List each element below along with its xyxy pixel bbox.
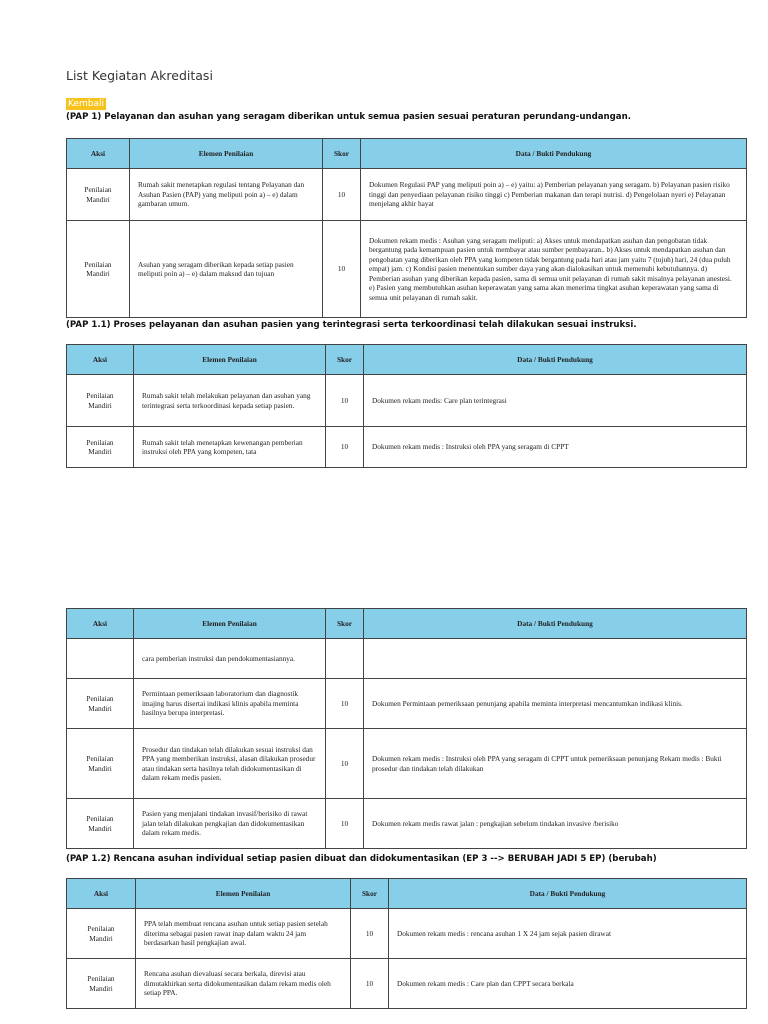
cell-bukti: Dokumen rekam medis rawat jalan : pengkajian sebelum tindakan invasive /berisiko xyxy=(364,799,747,849)
header-elemen: Elemen Penilaian xyxy=(134,609,326,639)
cell-skor: 10 xyxy=(326,679,364,729)
header-elemen: Elemen Penilaian xyxy=(130,139,323,169)
section-heading-pap-1-2: (PAP 1.2) Rencana asuhan individual setiap pasien dibuat dan didokumentasikan (EP 3 --> BERUBAH JADI 5 EP) (berubah) xyxy=(66,854,657,864)
table-row xyxy=(67,679,747,729)
cell-bukti: Dokumen rekam medis : Instruksi oleh PPA yang seragam di CPPT untuk pemeriksaan penunjang Rekam medis : Bukti prosedur dan tindakan telah dilakukan xyxy=(364,729,747,799)
cell-skor: 10 xyxy=(351,959,389,1009)
cell-skor: 10 xyxy=(351,909,389,959)
cell-elemen: PPA telah membuat rencana asuhan untuk setiap pasien setelah diterima sebagai pasien rawat inap dalam waktu 24 jam berdasarkan hasil pengkajian awal. xyxy=(136,909,351,959)
section-heading-pap-1-1: (PAP 1.1) Proses pelayanan dan asuhan pasien yang terintegrasi serta terkoordinasi telah dilakukan sesuai instruksi. xyxy=(66,320,637,330)
table-row xyxy=(67,909,747,959)
header-skor: Skor xyxy=(326,345,364,375)
header-bukti: Data / Bukti Pendukung xyxy=(364,609,747,639)
cell-skor: 10 xyxy=(326,375,364,427)
table-header-row xyxy=(67,609,747,639)
cell-elemen: cara pemberian instruksi dan pendokumentasiannya. xyxy=(134,639,326,679)
table-row xyxy=(67,639,747,679)
cell-bukti: Dokumen Permintaan pemeriksaan penunjang apabila meminta interpretasi mencantumkan indikasi klinis. xyxy=(364,679,747,729)
header-aksi: Aksi xyxy=(67,139,130,169)
cell-aksi: Penilaian Mandiri xyxy=(67,169,130,221)
page-title: List Kegiatan Akreditasi xyxy=(66,68,213,83)
header-bukti: Data / Bukti Pendukung xyxy=(361,139,747,169)
table-pap-1 xyxy=(66,138,747,318)
cell-elemen: Rumah sakit telah menetapkan kewenangan pemberian instruksi oleh PPA yang kompeten, tata xyxy=(134,427,326,468)
cell-aksi: Penilaian Mandiri xyxy=(67,679,134,729)
cell-elemen: Rumah sakit telah melakukan pelayanan dan asuhan yang terintegrasi serta terkoordinasi kepada setiap pasien. xyxy=(134,375,326,427)
cell-bukti: Dokumen rekam medis : Instruksi oleh PPA yang seragam di CPPT xyxy=(364,427,747,468)
table-row xyxy=(67,427,747,468)
header-aksi: Aksi xyxy=(67,879,136,909)
cell-bukti: Dokumen rekam medis: Care plan terintegrasi xyxy=(364,375,747,427)
cell-skor: 10 xyxy=(323,221,361,318)
cell-aksi: Penilaian Mandiri xyxy=(67,799,134,849)
cell-bukti: Dokumen Regulasi PAP yang meliputi poin a) – e) yaitu: a) Pemberian pelayanan yang seragam. b) Pelayanan pasien risiko tinggi dan penyediaan pelayanan risiko tinggi c) Pemberian makanan dan terapi nutrisi. d) Pengelolaan nyeri e) Pelayanan menjelang akhir hayat xyxy=(361,169,747,221)
cell-elemen: Rencana asuhan dievaluasi secara berkala, direvisi atau dimutakhirkan serta didokumentasikan dalam rekam medis oleh setiap PPA. xyxy=(136,959,351,1009)
cell-aksi: Penilaian Mandiri xyxy=(67,375,134,427)
header-bukti: Data / Bukti Pendukung xyxy=(389,879,747,909)
cell-aksi: Penilaian Mandiri xyxy=(67,959,136,1009)
cell-aksi xyxy=(67,639,134,679)
table-row xyxy=(67,799,747,849)
header-bukti: Data / Bukti Pendukung xyxy=(364,345,747,375)
cell-bukti xyxy=(364,639,747,679)
table-header-row xyxy=(67,345,747,375)
cell-skor: 10 xyxy=(326,729,364,799)
header-skor: Skor xyxy=(351,879,389,909)
table-row xyxy=(67,729,747,799)
table-pap-1-1-continued xyxy=(66,608,747,849)
cell-aksi: Penilaian Mandiri xyxy=(67,909,136,959)
table-pap-1-1 xyxy=(66,344,747,468)
cell-aksi: Penilaian Mandiri xyxy=(67,221,130,318)
table-pap-1-2 xyxy=(66,878,747,1009)
table-header-row xyxy=(67,139,747,169)
cell-bukti: Dokumen rekam medis : rencana asuhan 1 X 24 jam sejak pasien dirawat xyxy=(389,909,747,959)
cell-elemen: Asuhan yang seragam diberikan kepada setiap pasien meliputi poin a) – e) dalam maksud dan tujuan xyxy=(130,221,323,318)
table-header-row xyxy=(67,879,747,909)
cell-skor: 10 xyxy=(326,427,364,468)
header-skor: Skor xyxy=(326,609,364,639)
header-skor: Skor xyxy=(323,139,361,169)
section-heading-pap-1: (PAP 1) Pelayanan dan asuhan yang seragam diberikan untuk semua pasien sesuai peraturan perundang-undangan. xyxy=(66,112,631,122)
cell-elemen: Permintaan pemeriksaan laboratorium dan diagnostik imajing harus disertai indikasi klinis apabila meminta hasilnya berupa interpretasi. xyxy=(134,679,326,729)
cell-elemen: Rumah sakit menetapkan regulasi tentang Pelayanan dan Asuhan Pasien (PAP) yang meliputi poin a) – e) dalam gambaran umum. xyxy=(130,169,323,221)
header-elemen: Elemen Penilaian xyxy=(136,879,351,909)
cell-elemen: Prosedur dan tindakan telah dilakukan sesuai instruksi dan PPA yang memberikan instruksi, alasan dilakukan prosedur atau tindakan serta hasilnya telah didokumentasikan di dalam rekam medis pasien. xyxy=(134,729,326,799)
table-row xyxy=(67,169,747,221)
cell-bukti: Dokumen rekam medis : Asuhan yang seragam meliputi: a) Akses untuk mendapatkan asuhan dan pengobatan tidak bergantung pada kemampuan pasien untuk membayar atau sumber pembayaran.. b) Akses untuk mendapatkan asuhan dan pengobatan yang diberikan oleh PPA yang kompeten tidak bergantung pada hari atau jam yaitu 7 (tujuh) hari, 24 (dua puluh empat) jam. c) Kondisi pasien menentukan sumber daya yang akan dialokasikan untuk memenuhi kebutuhannya. d) Pemberian asuhan yang diberikan kepada pasien, sama di semua unit pelayanan di rumah sakit misalnya pelayanan anestesi. e) Pasien yang membutuhkan asuhan keperawatan yang sama akan menerima tingkat asuhan keperawatan yang sama di semua unit pelayanan di rumah sakit. xyxy=(361,221,747,318)
table-row xyxy=(67,959,747,1009)
cell-aksi: Penilaian Mandiri xyxy=(67,427,134,468)
back-link[interactable]: Kembali xyxy=(68,99,104,109)
cell-skor: 10 xyxy=(326,799,364,849)
cell-aksi: Penilaian Mandiri xyxy=(67,729,134,799)
header-elemen: Elemen Penilaian xyxy=(134,345,326,375)
header-aksi: Aksi xyxy=(67,609,134,639)
cell-skor: 10 xyxy=(323,169,361,221)
table-row xyxy=(67,221,747,318)
cell-elemen: Pasien yang menjalani tindakan invasif/berisiko di rawat jalan telah dilakukan pengkajian dan didokumentasikan dalam rekam medis. xyxy=(134,799,326,849)
cell-skor xyxy=(326,639,364,679)
header-aksi: Aksi xyxy=(67,345,134,375)
table-row xyxy=(67,375,747,427)
cell-bukti: Dokumen rekam medis : Care plan dan CPPT secara berkala xyxy=(389,959,747,1009)
